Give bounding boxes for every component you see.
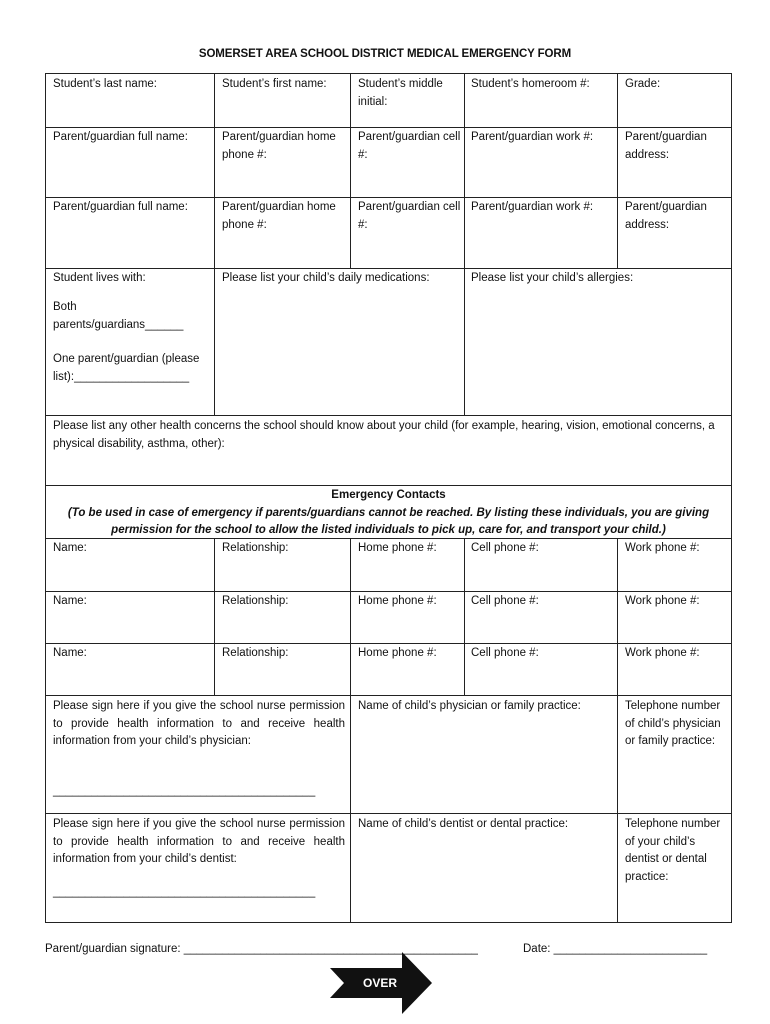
guardian1-cell-label[interactable]: Parent/guardian cell #:	[358, 131, 461, 161]
physician-consent-text: Please sign here if you give the school nurse permission to provide health information to and receive health information from your child’s physician:	[53, 700, 345, 747]
lives-with-both-option[interactable]: Both parents/guardians______	[53, 301, 184, 331]
dentist-phone-label[interactable]: Telephone number of your child’s dentist or dental practice:	[625, 818, 721, 883]
contact2-home-phone-label[interactable]: Home phone #:	[358, 595, 437, 607]
contact3-home-phone-label[interactable]: Home phone #:	[358, 647, 437, 659]
health-concerns-label[interactable]: Please list any other health concerns the school should know about your child (for example, hearing, vision, emotional concerns, a physical disability, asthma, other):	[53, 420, 715, 450]
dentist-name-label[interactable]: Name of child’s dentist or dental practice:	[358, 818, 569, 830]
student-last-name-label[interactable]: Student’s last name:	[53, 78, 157, 90]
contact2-cell-phone-label[interactable]: Cell phone #:	[471, 595, 539, 607]
contact3-work-phone-label[interactable]: Work phone #:	[625, 647, 700, 659]
guardian2-home-phone-label[interactable]: Parent/guardian home phone #:	[222, 201, 336, 231]
contact2-relationship-label[interactable]: Relationship:	[222, 595, 289, 607]
lives-with-label: Student lives with:	[53, 272, 146, 284]
contact1-name-label[interactable]: Name:	[53, 542, 87, 554]
guardian2-full-name-label[interactable]: Parent/guardian full name:	[53, 201, 188, 213]
contact2-name-label[interactable]: Name:	[53, 595, 87, 607]
guardian2-address-label[interactable]: Parent/guardian address:	[625, 201, 707, 231]
contact1-work-phone-label[interactable]: Work phone #:	[625, 542, 700, 554]
form-title: SOMERSET AREA SCHOOL DISTRICT MEDICAL EMERGENCY FORM	[198, 48, 572, 60]
physician-signature-line[interactable]: _________________________________________	[53, 785, 316, 797]
dentist-consent-text: Please sign here if you give the school nurse permission to provide health information to and receive health information from your child’s dentist:	[53, 818, 345, 865]
lives-with-one-option[interactable]: One parent/guardian (please list):__________________	[53, 353, 200, 383]
physician-phone-label[interactable]: Telephone number of child’s physician or family practice:	[625, 700, 721, 747]
emergency-contacts-title: Emergency Contacts	[331, 489, 446, 501]
guardian1-address-label[interactable]: Parent/guardian address:	[625, 131, 707, 161]
contact3-name-label[interactable]: Name:	[53, 647, 87, 659]
emergency-contacts-note-line1: (To be used in case of emergency if parents/guardians cannot be reached. By listing these individuals, you are giving	[67, 506, 710, 519]
emergency-contacts-note-line2: permission for the school to allow the listed individuals to pick up, care for, and transport your child.)	[111, 523, 666, 536]
daily-medications-label[interactable]: Please list your child’s daily medications:	[222, 272, 430, 284]
guardian1-home-phone-label[interactable]: Parent/guardian home phone #:	[222, 131, 336, 161]
over-label: OVER	[362, 976, 397, 990]
contact1-home-phone-label[interactable]: Home phone #:	[358, 542, 437, 554]
guardian2-cell-label[interactable]: Parent/guardian cell #:	[358, 201, 461, 231]
guardian1-work-label[interactable]: Parent/guardian work #:	[471, 131, 594, 143]
student-middle-initial-label[interactable]: Student’s middle initial:	[358, 78, 443, 108]
date-line[interactable]: Date: ________________________	[523, 943, 708, 955]
parent-signature-line[interactable]: Parent/guardian signature: ______________________________________________	[45, 943, 478, 955]
over-arrow	[330, 952, 432, 1014]
student-first-name-label[interactable]: Student’s first name:	[222, 78, 327, 90]
student-homeroom-label[interactable]: Student’s homeroom #:	[471, 78, 590, 90]
allergies-label[interactable]: Please list your child’s allergies:	[471, 272, 634, 284]
physician-name-label[interactable]: Name of child’s physician or family practice:	[358, 700, 581, 712]
contact1-relationship-label[interactable]: Relationship:	[222, 542, 289, 554]
contact3-relationship-label[interactable]: Relationship:	[222, 647, 289, 659]
student-grade-label[interactable]: Grade:	[625, 78, 661, 90]
dentist-signature-line[interactable]: _________________________________________	[53, 886, 316, 898]
guardian1-full-name-label[interactable]: Parent/guardian full name:	[53, 131, 188, 143]
contact3-cell-phone-label[interactable]: Cell phone #:	[471, 647, 539, 659]
emergency-contacts-header	[45, 487, 732, 539]
contact1-cell-phone-label[interactable]: Cell phone #:	[471, 542, 539, 554]
guardian2-work-label[interactable]: Parent/guardian work #:	[471, 201, 594, 213]
contact2-work-phone-label[interactable]: Work phone #:	[625, 595, 700, 607]
